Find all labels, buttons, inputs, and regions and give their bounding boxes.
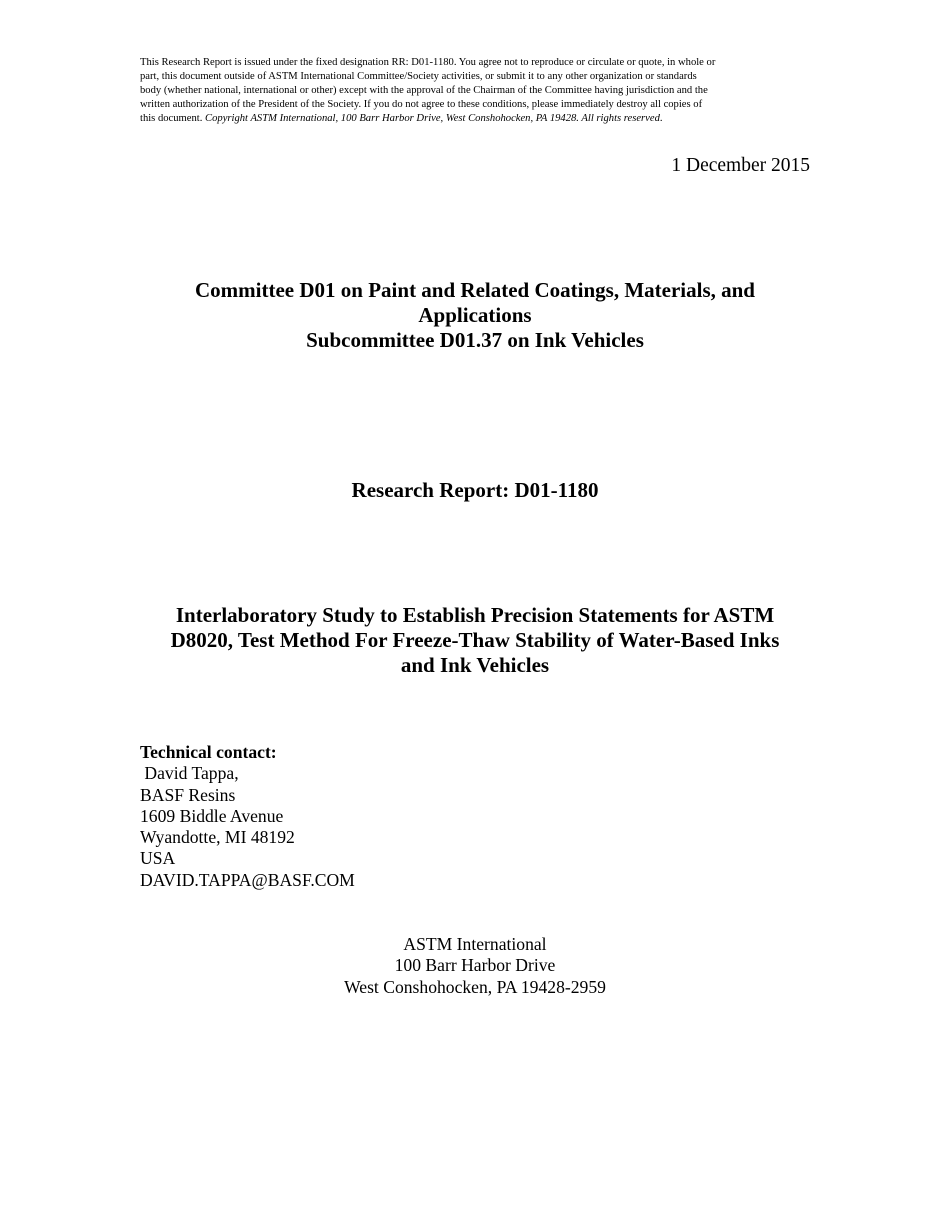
study-title-line: D8020, Test Method For Freeze-Thaw Stability of Water-Based Inks: [170, 628, 780, 652]
astm-name: ASTM International: [403, 934, 547, 954]
contact-company: BASF Resins: [140, 784, 236, 805]
copyright-text: Copyright ASTM International, 100 Barr Harbor Drive, West Conshohocken, PA 19428. All rights reserved: [205, 113, 660, 124]
copyright-notice: [140, 56, 810, 126]
report-date: 1 December 2015: [671, 155, 810, 176]
committee-line: Applications: [418, 303, 532, 327]
committee-line: Committee D01 on Paint and Related Coatings, Materials, and: [195, 278, 755, 302]
study-title-line: Interlaboratory Study to Establish Precision Statements for ASTM: [175, 603, 775, 627]
contact-city: Wyandotte, MI 48192: [140, 827, 295, 848]
study-title: [140, 603, 810, 678]
committee-heading: [140, 278, 810, 353]
notice-line-last: [140, 112, 810, 126]
contact-name: David Tappa,: [140, 763, 239, 784]
report-title: Research Report: D01-1180: [351, 478, 599, 502]
notice-line: part, this document outside of ASTM International Committee/Society activities, or submit it to any other organization or standards: [140, 71, 697, 82]
notice-line: written authorization of the President of the Society. If you do not agree to these conditions, please immediately destroy all copies of: [140, 99, 703, 110]
subcommittee-line: Subcommittee D01.37 on Ink Vehicles: [306, 328, 644, 352]
contact-email[interactable]: DAVID.TAPPA@BASF.COM: [140, 869, 355, 890]
contact-heading: Technical contact:: [140, 742, 277, 762]
notice-end-text: .: [659, 113, 663, 124]
astm-city: West Conshohocken, PA 19428-2959: [344, 976, 606, 997]
astm-street: 100 Barr Harbor Drive: [394, 955, 556, 976]
notice-plain-text: this document.: [140, 113, 206, 124]
technical-contact: [140, 742, 355, 891]
contact-country: USA: [140, 848, 176, 869]
contact-street: 1609 Biddle Avenue: [140, 805, 284, 826]
notice-line: This Research Report is issued under the fixed designation RR: D01-1180. You agree not to reproduce or circulate or quote, in whole or: [140, 57, 716, 68]
notice-line: body (whether national, international or other) except with the approval of the Chairman of the Committee having jurisdiction and the: [140, 85, 708, 96]
study-title-line: and Ink Vehicles: [400, 653, 550, 677]
astm-address: [140, 934, 810, 998]
